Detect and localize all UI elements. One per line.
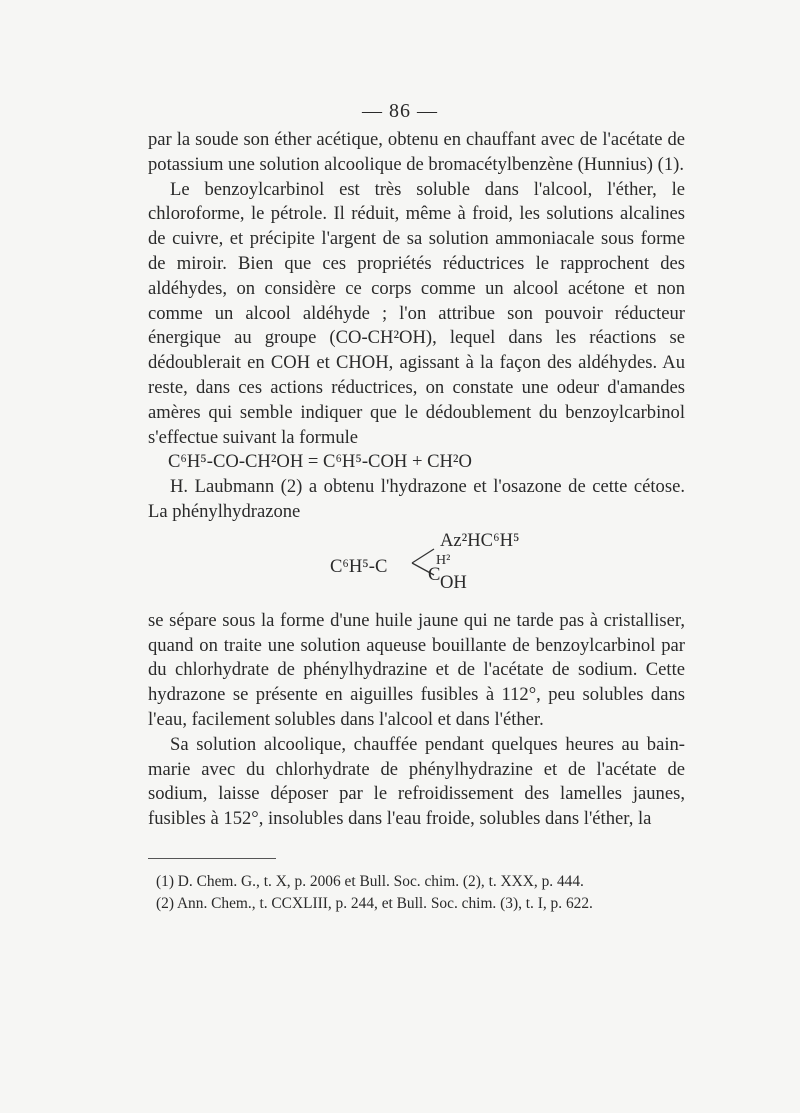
reaction-formula: C⁶H⁵-CO-CH²OH = C⁶H⁵-COH + CH²O xyxy=(168,451,472,473)
footnote-rule xyxy=(148,858,276,859)
page-number: — 86 — xyxy=(362,100,438,122)
paragraph-4: se sépare sous la forme d'une huile jaune qui ne tarde pas à cristalliser, quand on traite une solution aqueuse bouillante de benzoylcarbinol par du chlorhydrate de phénylhydrazine et de l'acétate de sodium. Cette hydrazone se présente en aiguilles fusibles à 112°, peu solubles dans l'eau, facilement solubles dans l'alcool et dans l'éther. xyxy=(148,609,685,730)
paragraph-5: Sa solution alcoolique, chauffée pendant quelques heures au bain-marie avec du chlorhydrate de phénylhydrazine et de l'acétate de sodium, laisse déposer par le refroidissement des lamelles jaunes, fusibles à 152°, insolubles dans l'eau froide, solubles dans l'éther, la xyxy=(148,733,685,830)
paragraph-3: H. Laubmann (2) a obtenu l'hydrazone et l'osazone de cette cétose. La phénylhydrazone xyxy=(148,476,685,522)
structure-left: C⁶H⁵-C xyxy=(330,555,388,577)
structure-c: C xyxy=(428,563,441,585)
structure-top: Az²HC⁶H⁵ xyxy=(440,529,520,551)
main-text xyxy=(148,128,685,832)
structure-oh: OH xyxy=(440,571,467,593)
footnotes xyxy=(148,858,688,915)
structure-h2: H² xyxy=(436,552,451,568)
paragraph-1: par la soude son éther acétique, obtenu en chauffant avec de l'acétate de potassium une solution alcoolique de bromacétylbenzène (Hunnius) (1). xyxy=(148,129,685,175)
footnote-2: (2) Ann. Chem., t. CCXLIII, p. 244, et Bull. Soc. chim. (3), t. I, p. 622. xyxy=(156,895,593,912)
phenylhydrazone-structure xyxy=(148,525,685,597)
paragraph-2: Le benzoylcarbinol est très soluble dans l'alcool, l'éther, le chloroforme, le pétrole. Il réduit, même à froid, les solutions alcalines de cuivre, et précipite l'argent de sa solution ammoniacale sous forme de miroir. Bien que ces propriétés réductrices le rapprochent des aldéhydes, on considère ce corps comme un alcool acétone et non comme un alcool aldéhyde ; l'on attribue son pouvoir réducteur énergique au groupe (CO-CH²OH), lequel dans les réactions se dédoublerait en COH et CHOH, agissant à la façon des aldéhydes. Au reste, dans ces actions réductrices, on constate une odeur d'amandes amères qui semble indiquer que le dédoublement du benzoylcarbinol s'effectue suivant la formule xyxy=(148,178,685,448)
footnote-1: (1) D. Chem. G., t. X, p. 2006 et Bull. Soc. chim. (2), t. XXX, p. 444. xyxy=(156,873,584,890)
